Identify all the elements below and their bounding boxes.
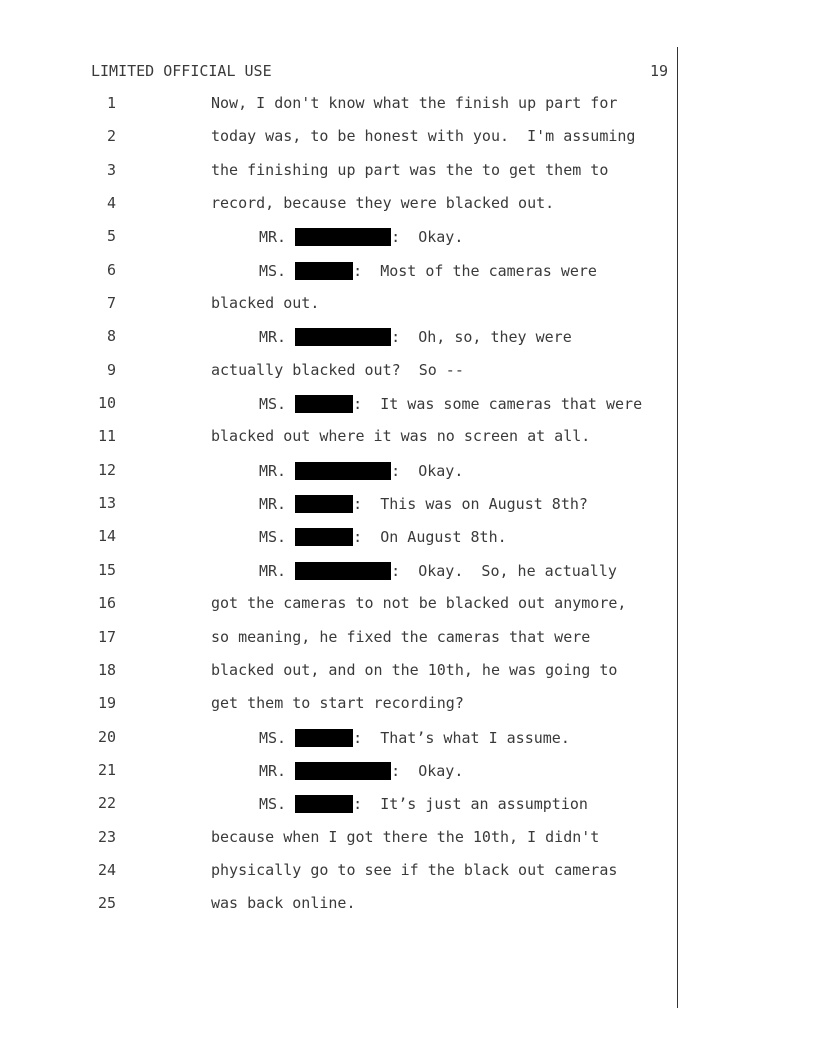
transcript-line — [0, 395, 816, 428]
speaker-title: MR. — [259, 761, 287, 780]
redaction-box — [295, 462, 391, 480]
line-number: 1 — [106, 94, 116, 112]
line-text: got the cameras to not be blacked out anymore, — [211, 594, 627, 613]
transcript-line — [0, 629, 816, 662]
line-number: 3 — [106, 160, 116, 179]
line-number: 12 — [97, 460, 116, 479]
speaker-text: : Oh, so, they were — [391, 328, 572, 347]
transcript-line — [0, 595, 816, 628]
transcript-body — [0, 95, 816, 929]
line-number: 25 — [97, 894, 116, 913]
transcript-line — [0, 895, 816, 928]
line-number: 10 — [97, 394, 116, 413]
line-number: 13 — [97, 494, 116, 513]
line-number: 5 — [106, 227, 116, 246]
line-number: 6 — [106, 260, 116, 279]
line-number: 23 — [97, 827, 116, 846]
speaker-text: : This was on August 8th? — [353, 495, 588, 514]
line-text: blacked out. — [211, 294, 320, 313]
line-number: 8 — [106, 327, 116, 346]
speaker-text: : Okay. So, he actually — [391, 561, 617, 580]
speaker-title: MR. — [259, 561, 287, 580]
redaction-box — [295, 228, 391, 246]
speaker-line — [259, 228, 463, 246]
speaker-text: : That’s what I assume. — [353, 728, 570, 747]
transcript-line — [0, 228, 816, 261]
line-number: 21 — [97, 760, 116, 779]
transcript-line — [0, 362, 816, 395]
line-text: blacked out, and on the 10th, he was going to — [211, 660, 618, 679]
transcript-line — [0, 495, 816, 528]
line-text: get them to start recording? — [211, 694, 464, 713]
transcript-line — [0, 862, 816, 895]
speaker-line — [259, 462, 463, 480]
line-text: because when I got there the 10th, I didn't — [211, 827, 600, 846]
speaker-title: MS. — [259, 395, 287, 414]
speaker-title: MS. — [259, 795, 287, 814]
transcript-line — [0, 262, 816, 295]
speaker-text: : It was some cameras that were — [353, 395, 643, 414]
line-number: 17 — [97, 627, 116, 646]
transcript-line — [0, 328, 816, 361]
page-number: 19 — [649, 62, 668, 80]
speaker-title: MS. — [259, 261, 287, 280]
line-number: 14 — [97, 527, 116, 546]
redaction-box — [295, 528, 353, 546]
redaction-box — [295, 495, 353, 513]
speaker-title: MR. — [259, 328, 287, 347]
speaker-title: MR. — [259, 495, 287, 514]
transcript-line — [0, 528, 816, 561]
transcript-line — [0, 295, 816, 328]
speaker-line — [259, 262, 597, 280]
redaction-box — [295, 262, 353, 280]
speaker-line — [259, 495, 588, 513]
classification-label: LIMITED OFFICIAL USE — [91, 62, 272, 80]
line-text: was back online. — [211, 894, 356, 913]
line-number: 7 — [106, 294, 116, 313]
speaker-title: MR. — [259, 228, 287, 247]
line-number: 2 — [106, 127, 116, 146]
speaker-line — [259, 562, 617, 580]
redaction-box — [295, 729, 353, 747]
transcript-line — [0, 195, 816, 228]
transcript-line — [0, 762, 816, 795]
speaker-line — [259, 395, 642, 413]
speaker-line — [259, 328, 572, 346]
line-text: actually blacked out? So -- — [211, 360, 464, 379]
redaction-box — [295, 562, 391, 580]
redaction-box — [295, 395, 353, 413]
speaker-text: : Okay. — [391, 461, 464, 480]
line-text: the finishing up part was the to get them to — [211, 160, 609, 179]
speaker-line — [259, 795, 588, 813]
line-number: 15 — [97, 560, 116, 579]
speaker-line — [259, 762, 463, 780]
speaker-title: MS. — [259, 728, 287, 747]
speaker-text: : Okay. — [391, 761, 464, 780]
line-number: 11 — [97, 427, 116, 446]
transcript-line — [0, 428, 816, 461]
speaker-text: : On August 8th. — [353, 528, 507, 547]
line-text: blacked out where it was no screen at all. — [211, 427, 591, 446]
speaker-text: : Okay. — [391, 228, 464, 247]
line-number: 9 — [106, 360, 116, 379]
line-text: today was, to be honest with you. I'm assuming — [211, 127, 636, 146]
redaction-box — [295, 795, 353, 813]
line-number: 20 — [97, 727, 116, 746]
transcript-line — [0, 729, 816, 762]
line-text: so meaning, he fixed the cameras that were — [211, 627, 591, 646]
transcript-line — [0, 462, 816, 495]
line-text: Now, I don't know what the finish up part for — [211, 94, 618, 112]
speaker-title: MS. — [259, 528, 287, 547]
line-number: 18 — [97, 660, 116, 679]
redaction-box — [295, 328, 391, 346]
transcript-line — [0, 562, 816, 595]
line-number: 24 — [97, 860, 116, 879]
transcript-line — [0, 662, 816, 695]
speaker-line — [259, 729, 570, 747]
transcript-line — [0, 95, 816, 128]
line-number: 19 — [97, 694, 116, 713]
line-number: 4 — [106, 194, 116, 213]
line-text: record, because they were blacked out. — [211, 194, 555, 213]
speaker-line — [259, 528, 507, 546]
transcript-line — [0, 795, 816, 828]
transcript-line — [0, 128, 816, 161]
transcript-line — [0, 162, 816, 195]
line-text: physically go to see if the black out cameras — [211, 860, 618, 879]
line-number: 16 — [97, 594, 116, 613]
redaction-box — [295, 762, 391, 780]
line-number: 22 — [97, 794, 116, 813]
speaker-title: MR. — [259, 461, 287, 480]
speaker-text: : It’s just an assumption — [353, 795, 588, 814]
speaker-text: : Most of the cameras were — [353, 261, 597, 280]
transcript-line — [0, 829, 816, 862]
transcript-line — [0, 695, 816, 728]
